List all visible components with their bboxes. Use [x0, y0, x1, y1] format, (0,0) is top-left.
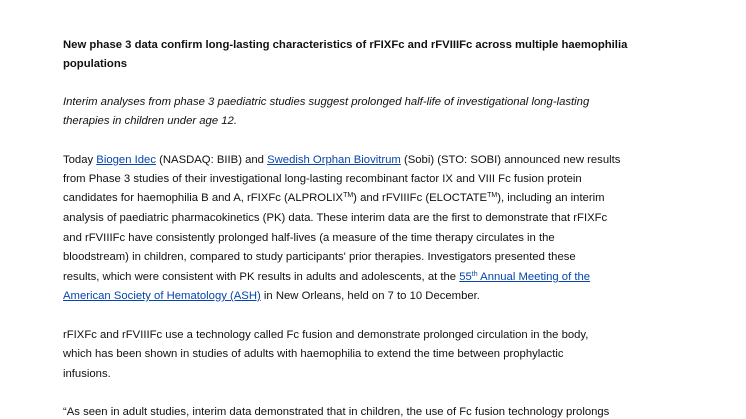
subheadline-line-2: therapies in children under age 12.	[63, 115, 237, 127]
paragraph-2-line-1: rFIXFc and rFVIIIFc use a technology called Fc fusion and demonstrate prolonged circulation in the body,	[63, 329, 589, 341]
paragraph-1-line-8	[63, 290, 480, 302]
trademark-superscript: TM	[487, 192, 498, 199]
text: Today	[63, 154, 97, 166]
paragraph-1-line-7	[63, 271, 590, 283]
paragraph-1-line-4: analysis of paediatric pharmacokinetics (PK) data. These interim data are the first to demonstrate that rFIXFc	[63, 212, 608, 224]
ash-meeting-link[interactable]	[459, 271, 590, 283]
text: ), including an interim	[497, 192, 605, 204]
paragraph-3-line-1: “As seen in adult studies, interim data demonstrated that in children, the use of Fc fusion technology prolongs	[63, 406, 610, 418]
paragraph-1-line-6: bloodstream) in children, compared to study participants' prior therapies. Investigators presented these	[63, 251, 576, 263]
paragraph-1-line-1	[63, 154, 620, 166]
text: (Sobi) (STO: SOBI) announced new results	[400, 154, 621, 166]
paragraph-2-line-3: infusions.	[63, 368, 111, 380]
headline-line-1: New phase 3 data confirm long-lasting characteristics of rFIXFc and rFVIIIFc across multiple haemophilia	[63, 39, 628, 51]
text: candidates for haemophilia B and A, rFIXFc (ALPROLIX	[63, 192, 344, 204]
text: (NASDAQ: BIIB) and	[155, 154, 268, 166]
text: ) and rFVIIIFc (ELOCTATE	[353, 192, 488, 204]
headline-line-2: populations	[63, 58, 128, 70]
text: in New Orleans, held on 7 to 10 December.	[260, 290, 480, 302]
paragraph-1-line-2: from Phase 3 studies of their investigational long-lasting recombinant factor IX and VIII Fc fusion protein	[63, 173, 582, 185]
paragraph-1-line-3	[63, 192, 605, 204]
text: results, which were consistent with PK results in adults and adolescents, at the	[63, 271, 460, 283]
link-text: Annual Meeting of the	[477, 271, 591, 283]
ash-society-link[interactable]: American Society of Hematology (ASH)	[63, 290, 261, 302]
subheadline-line-1: Interim analyses from phase 3 paediatric studies suggest prolonged half-life of investigational long-lasting	[63, 96, 590, 108]
ordinal-superscript: th	[471, 271, 478, 278]
trademark-superscript: TM	[343, 192, 354, 199]
biogen-idec-link[interactable]: Biogen Idec	[96, 154, 156, 166]
swedish-orphan-biovitrum-link[interactable]: Swedish Orphan Biovitrum	[267, 154, 401, 166]
paragraph-2-line-2: which has been shown in studies of adults with haemophilia to extend the time between prophylactic	[63, 348, 564, 360]
paragraph-1-line-5: and rFVIIIFc have consistently prolonged half-lives (a measure of the time therapy circulates in the	[63, 232, 555, 244]
link-text: 55	[459, 271, 472, 283]
